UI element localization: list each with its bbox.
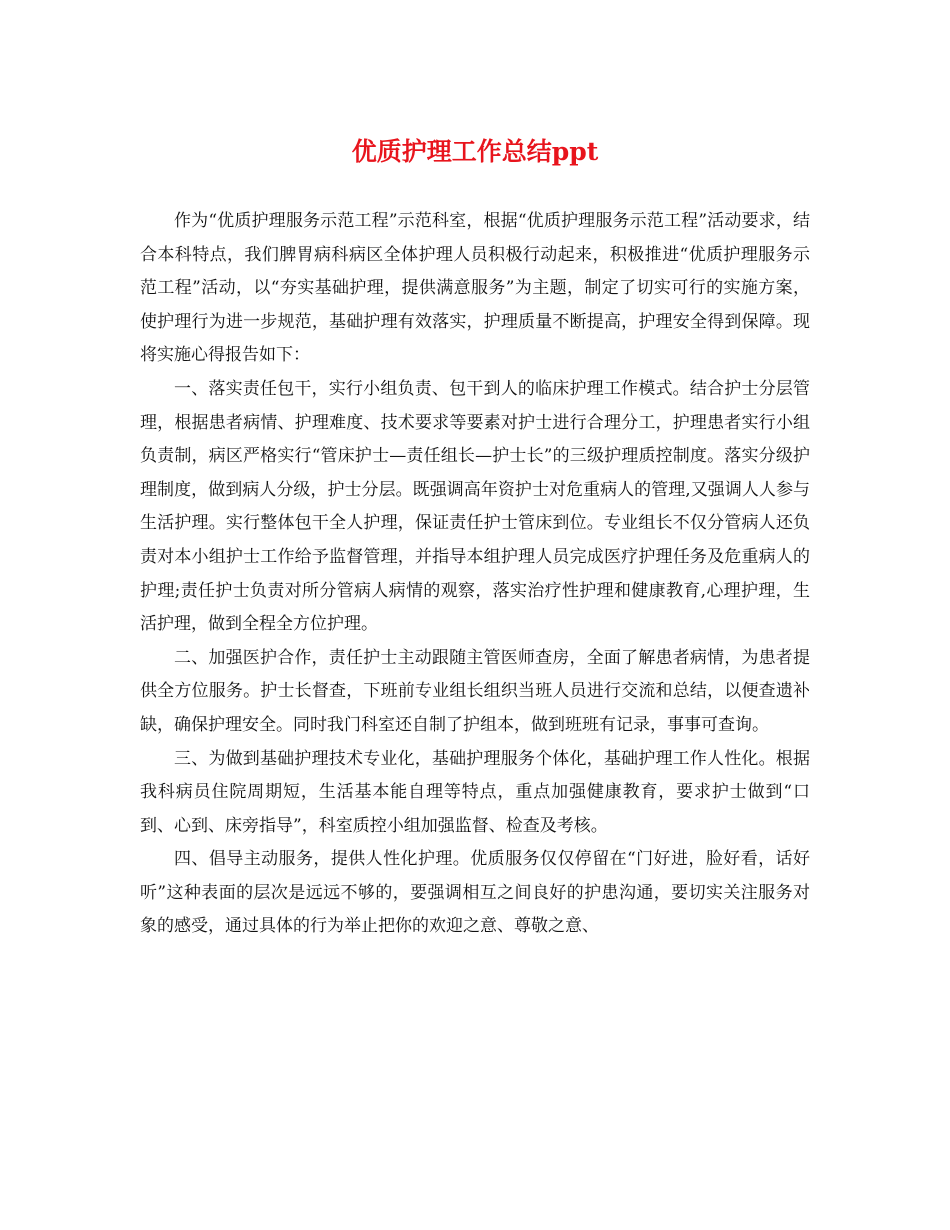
paragraph-section-2: 二、加强医护合作，责任护士主动跟随主管医师查房，全面了解患者病情，为患者提供全方位服务。护士长督查，下班前专业组长组织当班人员进行交流和总结，以便查遗补缺，确保护理安全。同时我门科室还自制了护组本，做到班班有记录，事事可查询。	[140, 647, 810, 735]
paragraph-intro: 作为“优质护理服务示范工程”示范科室，根据“优质护理服务示范工程”活动要求，结合本科特点，我们脾胃病科病区全体护理人员积极行动起来，积极推进“优质护理服务示范工程”活动，以“夯实基础护理，提供满意服务”为主题，制定了切实可行的实施方案，使护理行为进一步规范，基础护理有效落实，护理质量不断提高，护理安全得到保障。现将实施心得报告如下：	[140, 211, 810, 366]
paragraph-section-4: 四、倡导主动服务，提供人性化护理。优质服务仅仅停留在“门好进，脸好看，话好听”这种表面的层次是远远不够的，要强调相互之间良好的护患沟通，要切实关注服务对象的感受，通过具体的行为举止把你的欢迎之意、尊敬之意、	[140, 849, 810, 937]
document-body	[140, 205, 810, 944]
paragraph-section-3: 三、为做到基础护理技术专业化，基础护理服务个体化，基础护理工作人性化。根据我科病员住院周期短，生活基本能自理等特点，重点加强健康教育，要求护士做到“口到、心到、床旁指导”，科室质控小组加强监督、检查及考核。	[140, 748, 810, 836]
paragraph-section-1: 一、落实责任包干，实行小组负责、包干到人的临床护理工作模式。结合护士分层管理，根据患者病情、护理难度、技术要求等要素对护士进行合理分工，护理患者实行小组负责制，病区严格实行“管床护士—责任组长—护士长”的三级护理质控制度。落实分级护理制度，做到病人分级，护士分层。既强调高年资护士对危重病人的管理,又强调人人参与生活护理。实行整体包干全人护理，保证责任护士管床到位。专业组长不仅分管病人还负责对本小组护士工作给予监督管理，并指导本组护理人员完成医疗护理任务及危重病人的护理;责任护士负责对所分管病人病情的观察，落实治疗性护理和健康教育,心理护理，生活护理，做到全程全方位护理。	[140, 378, 810, 635]
document-title: 优质护理工作总结ppt	[351, 137, 599, 166]
